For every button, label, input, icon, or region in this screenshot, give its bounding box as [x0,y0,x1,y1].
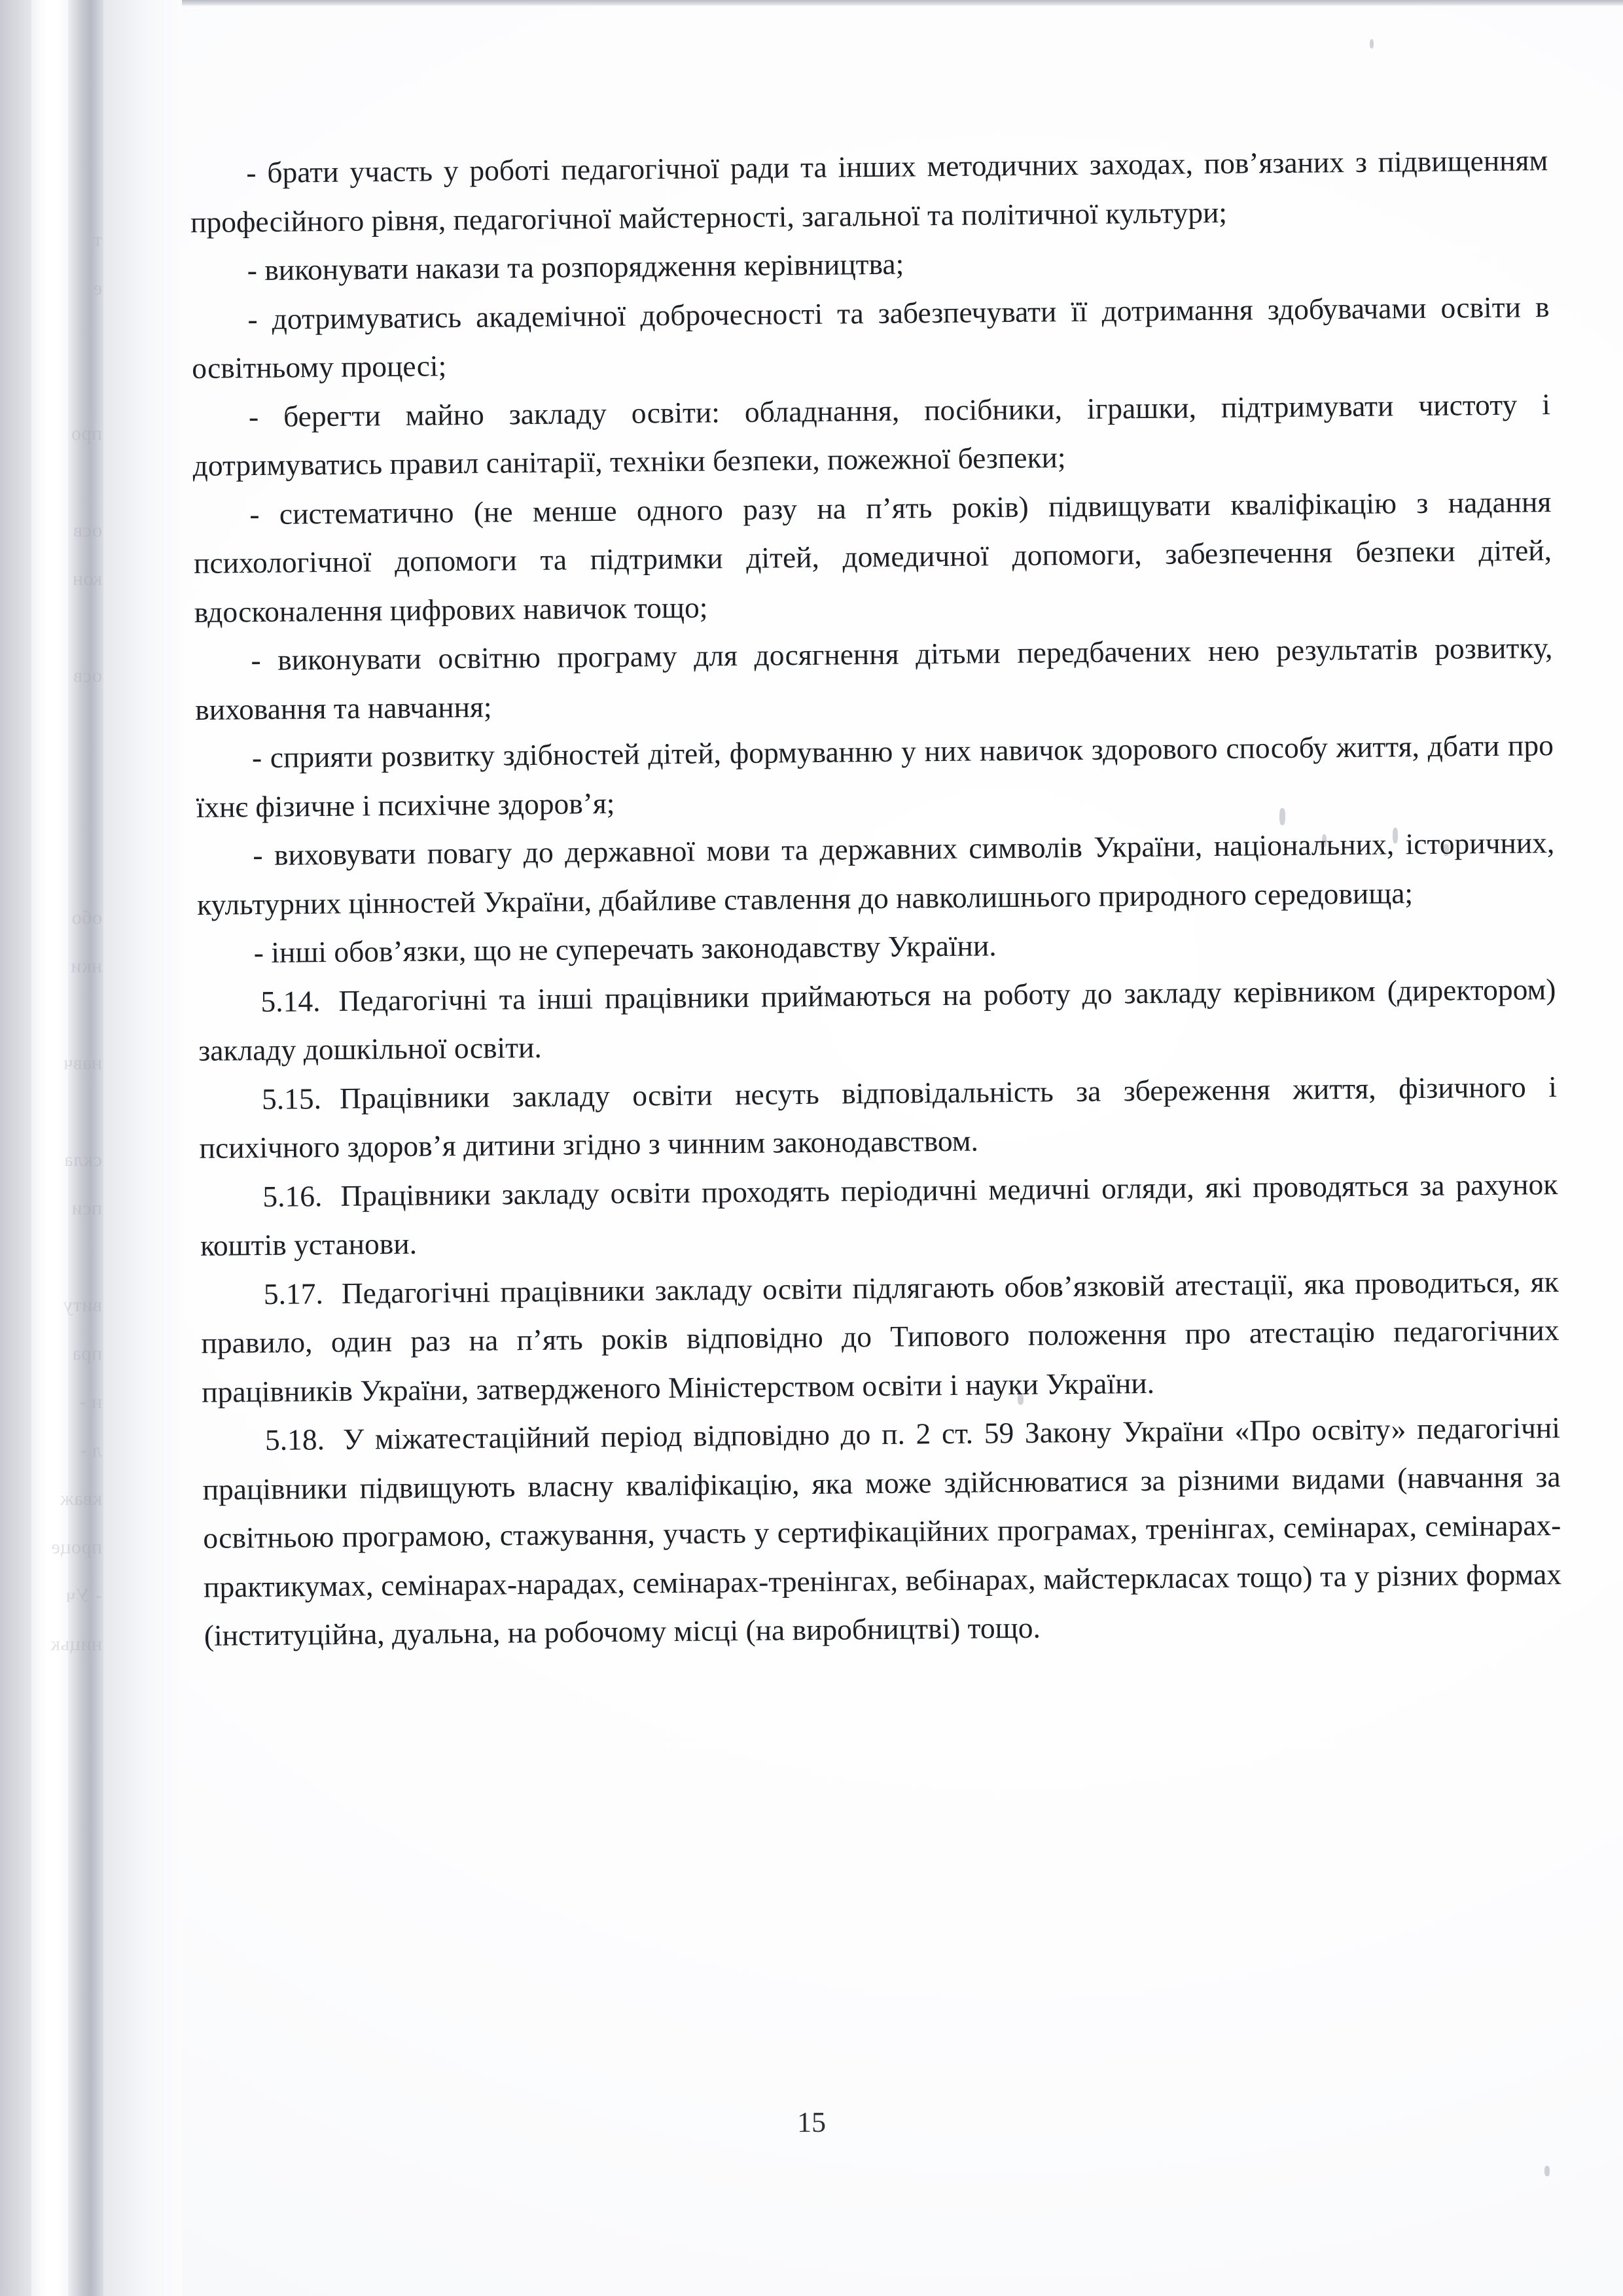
bleed-line: обо [71,907,102,928]
bleed-line [4,797,102,845]
clause-number: 5.14. [260,983,321,1018]
scan-speck [1544,2166,1550,2176]
bleed-line [4,361,102,410]
bleed-line: - Уч [65,1585,102,1606]
clause-text: Педагогічні та інші працівники приймаються на роботу до закладу керівником (директором) закладу дошкільної освіти. [198,972,1556,1067]
bleed-line: про [71,423,102,444]
bleed-line: кон [72,568,102,590]
clause-paragraph [199,1063,1558,1173]
bleed-line: пра [72,1343,102,1364]
clause-number: 5.16. [262,1178,323,1213]
bleed-line: е [93,277,102,299]
scan-speck [1370,39,1374,48]
bleed-line: осв [73,520,102,541]
clause-text: Педагогічні працівники закладу освіти підлягають обов’язковій атестації, яка проводиться, як правило, один раз на п’ять років відповідно до Типового положення про атестацію педагогічних працівників України, затвердженого Міністерством освіти і науки України. [201,1264,1560,1409]
duty-bullet: - брати участь у роботі педагогічної ради та інших методичних заходах, пов’язаних з підвищенням професійного рівня, педагогічної майстерності, загальної та політичної культури; [190,143,1548,239]
clause-text: Працівники закладу освіти несуть відповідальність за збереження життя, фізичного і психічного здоров’я дитини згідно з чинним законодавством. [199,1069,1558,1165]
bleed-line [4,991,102,1039]
bleed-line [4,313,102,361]
bleed-line [4,845,102,894]
duty-bullet: - сприяти розвитку здібностей дітей, формуванню у них навичок здорового способу життя, дбати про їхнє фізичне і психічне здоров’я; [196,728,1554,824]
duty-bullet: - виконувати освітню програму для досягнення дітьми передбачених нею результатів розвитку, виховання та навчання; [194,631,1553,726]
bleed-line: виту [63,1294,102,1316]
clause-text: У міжатестаційний період відповідно до п. 2 ст. 59 Закону України «Про освіту» педагогічні працівники підвищують власну кваліфікацію, яка може здійснюватися за різними видами (навчання за освітньою програмою, стажування, участь у сертифікаційних програмах, тренінгах, семінарах, семінарах-практикумах, семінарах-нарадах, семінарах-тренінгах, вебінарах, майстеркласах тощо) та у різних формах (інституційна, дуальна, на робочому місці (на виробництві) тощо. [202,1410,1562,1652]
clause-paragraph [200,1258,1560,1417]
bleed-line [4,749,102,797]
clause-paragraph [202,1404,1562,1660]
bleed-line: н - [79,1391,102,1413]
bleed-line: скла [63,1149,102,1171]
bleed-through-text [4,216,102,1669]
bleed-line: ницьк [50,1633,102,1655]
document-body [190,136,1562,1660]
bleed-line: кваж [60,1488,102,1510]
bleed-line [4,458,102,506]
page-curl-falloff [103,0,182,2296]
bleed-line [4,1233,102,1281]
bleed-line: пси [71,1197,102,1219]
clause-number: 5.15. [261,1081,322,1116]
bleed-line: т [93,229,102,251]
duty-bullet: - інші обов’язки, що не суперечать законодавству України. [253,928,997,970]
duty-bullet: - виконувати накази та розпорядження керівництва; [247,247,904,287]
bleed-line: осв [73,665,102,686]
bleed-line [4,700,102,749]
clause-number: 5.17. [263,1276,324,1311]
duty-bullet: - систематично (не менше одного разу на п’ять років) підвищувати кваліфікацію з надання психологічної допомоги та підтримки дітей, домедичної допомоги, забезпечення безпеки дітей, вдосконалення цифрових навичок тощо; [193,484,1552,629]
bleed-line: нки [70,955,102,977]
duty-bullet: - дотримуватись академічної доброчесності та забезпечувати її дотримання здобувачами освіти в освітньому процесі; [191,289,1550,385]
clause-number: 5.18. [264,1422,325,1457]
bleed-line [4,603,102,652]
bleed-line: проце [51,1536,102,1558]
duty-bullet: - берегти майно закладу освіти: обладнання, посібники, іграшки, підтримувати чистоту і дотримуватись правил санітарії, техніки безпеки, пожежної безпеки; [192,387,1551,482]
clause-text: Працівники закладу освіти проходять періодичні медичні огляди, які проводяться за рахунок коштів установи. [200,1167,1558,1262]
clause-paragraph [200,1160,1558,1271]
bleed-line: л - [80,1439,102,1461]
bleed-line: навч [63,1052,102,1074]
clause-paragraph [198,965,1556,1076]
scanner-lid-edge [0,0,1623,6]
page-number: 15 [796,2106,827,2139]
duty-bullet: - виховувати повагу до державної мови та державних символів України, національних, історичних, культурних цінностей України, дбайливе ставлення до навколишнього природного середовища; [196,826,1555,921]
bleed-line [4,1087,102,1136]
